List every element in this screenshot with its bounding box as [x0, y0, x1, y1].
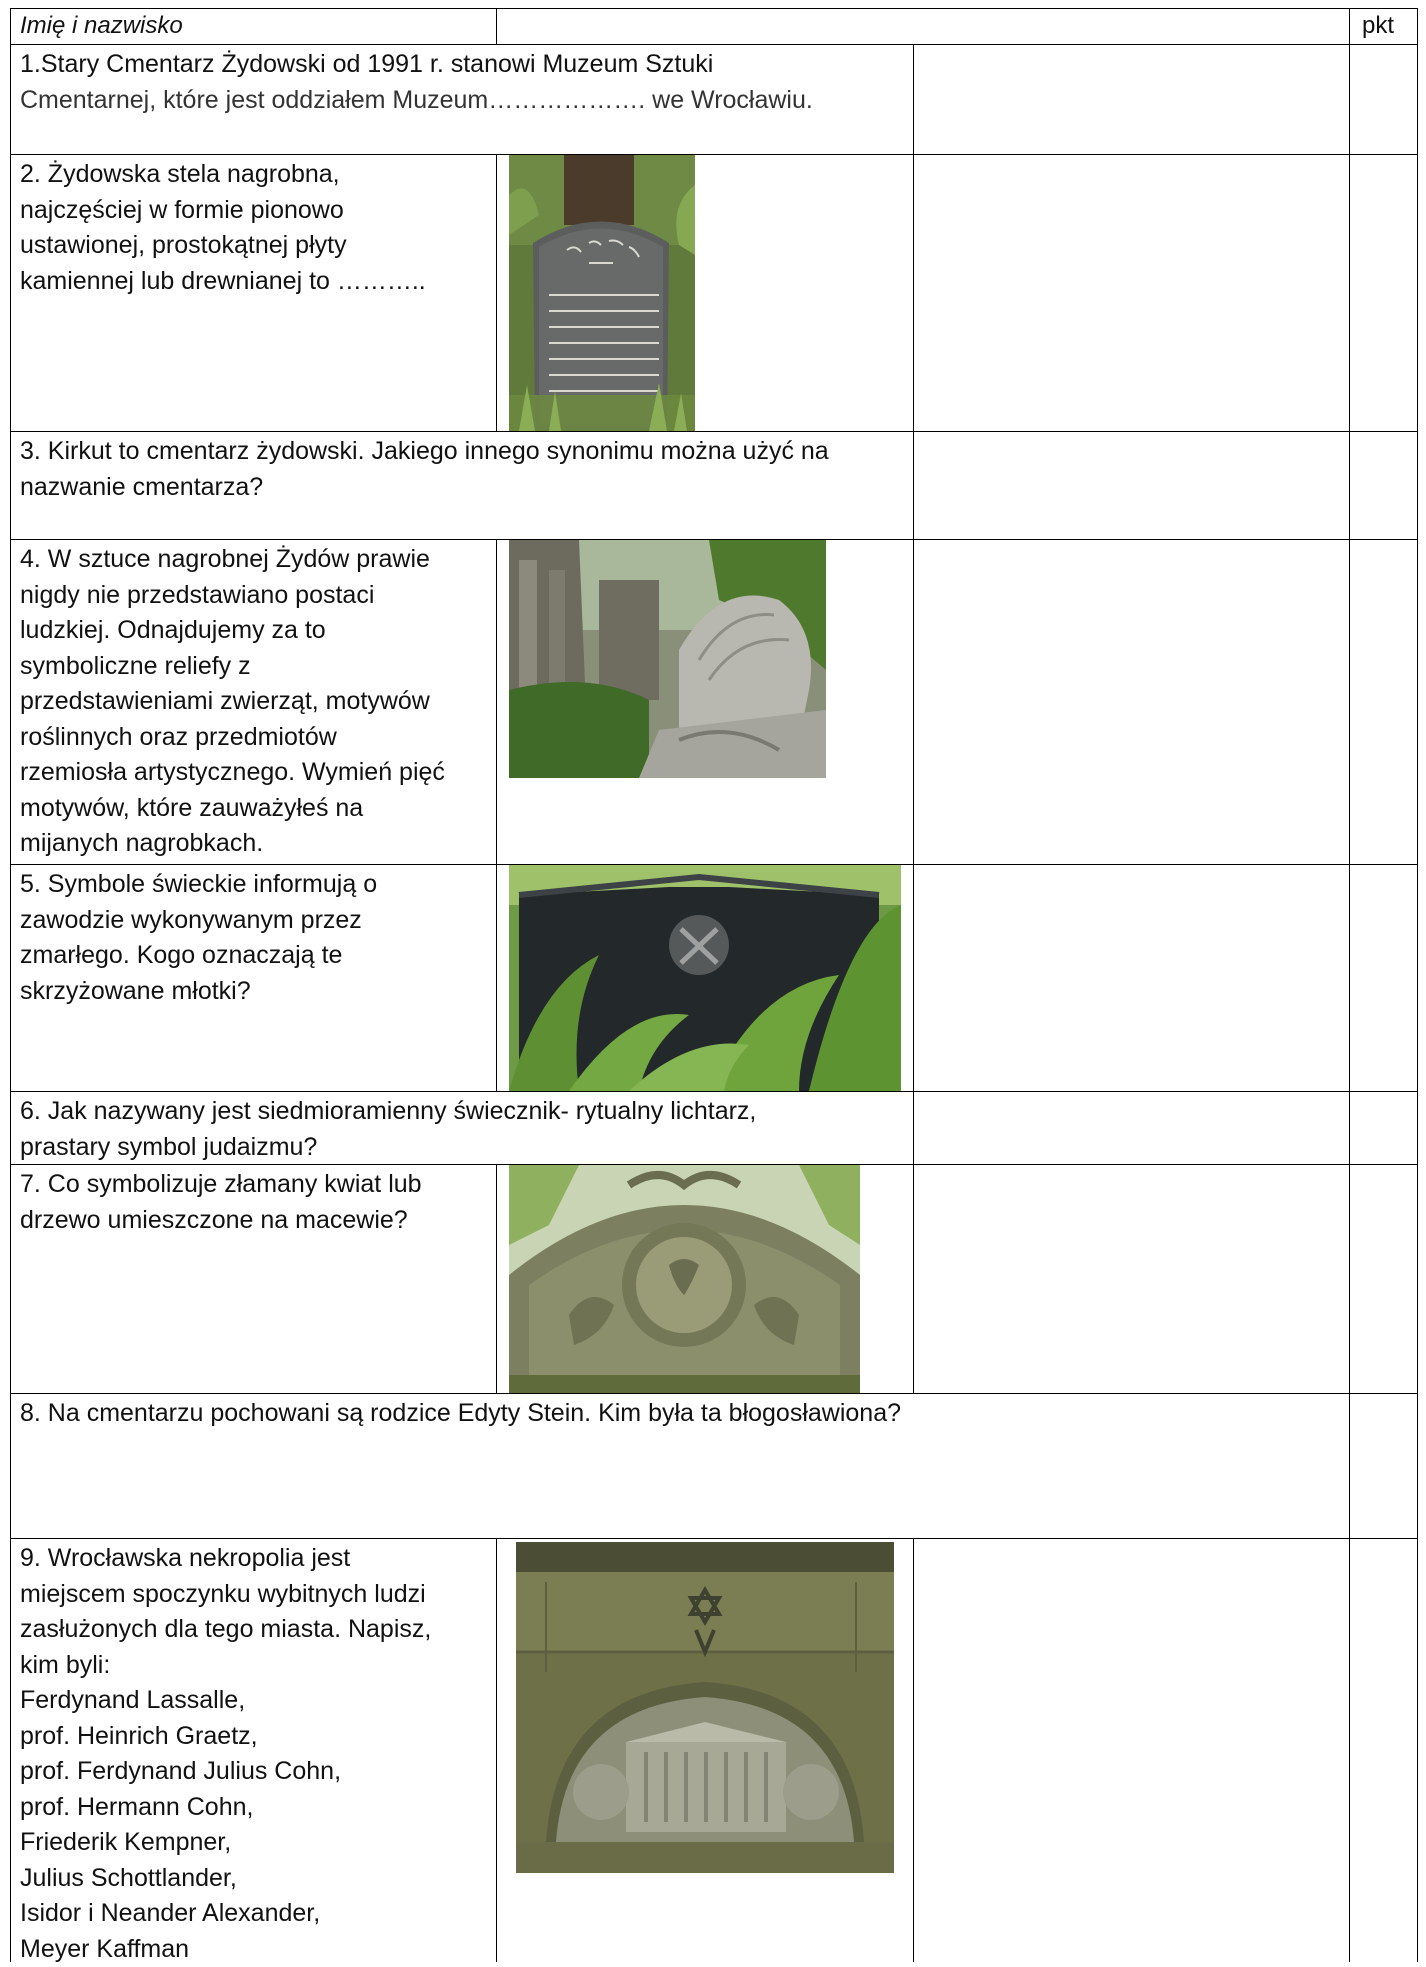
question-6-text [20, 1094, 756, 1165]
question-4-text [20, 542, 445, 862]
crossed-hammers-tombstone-photo-icon [509, 865, 901, 1091]
matzevah-gravestone-photo-icon [509, 155, 695, 431]
question-9-text [20, 1541, 431, 1967]
question-4-line-3: ludzkiej. Odnajdujemy za to [20, 613, 445, 649]
rule [496, 8, 497, 44]
question-9-line-7: prof. Ferdynand Julius Cohn, [20, 1754, 431, 1790]
question-2-line-2: najczęściej w formie pionowo [20, 193, 426, 229]
question-7-line-2: drzewo umieszczone na macewie? [20, 1203, 422, 1239]
question-5-line-3: zmarłego. Kogo oznaczają te [20, 938, 377, 974]
rule [10, 8, 1418, 9]
rule [913, 1538, 914, 1962]
question-6-line-2: prastary symbol judaizmu? [20, 1130, 756, 1166]
question-9-line-11: Isidor i Neander Alexander, [20, 1896, 431, 1932]
name-label: Imię i nazwisko [20, 12, 183, 40]
question-5-line-4: skrzyżowane młotki? [20, 974, 377, 1010]
rule [10, 431, 1418, 432]
question-5-line-1: 5. Symbole świeckie informują o [20, 867, 377, 903]
question-4-line-8: motywów, które zauważyłeś na [20, 791, 445, 827]
points-label: pkt [1362, 12, 1394, 40]
question-4-line-9: mijanych nagrobkach. [20, 826, 445, 862]
question-4-line-5: przedstawieniami zwierząt, motywów [20, 684, 445, 720]
rule [1417, 8, 1418, 1962]
question-4-line-2: nigdy nie przedstawiano postaci [20, 578, 445, 614]
question-5-text [20, 867, 377, 1009]
question-3-line-2: nazwanie cmentarza? [20, 470, 829, 506]
question-5-line-2: zawodzie wykonywanym przez [20, 903, 377, 939]
question-7-line-1: 7. Co symbolizuje złamany kwiat lub [20, 1167, 422, 1203]
question-9-line-1: 9. Wrocławska nekropolia jest [20, 1541, 431, 1577]
question-9-line-12: Meyer Kaffman [20, 1932, 431, 1967]
rule [10, 1538, 1418, 1539]
rule [10, 1091, 1418, 1092]
question-8-text [20, 1396, 901, 1432]
broken-flower-relief-photo-icon [509, 1165, 860, 1393]
rule [496, 539, 497, 1091]
rule [1349, 8, 1350, 1962]
star-of-david-building-relief-photo-icon [516, 1542, 894, 1873]
question-3-line-1: 3. Kirkut to cmentarz żydowski. Jakiego innego synonimu można użyć na [20, 434, 829, 470]
question-1-line-1: 1.Stary Cmentarz Żydowski od 1991 r. stanowi Muzeum Sztuki [20, 47, 813, 83]
rule [10, 154, 1418, 155]
question-9-line-5: Ferdynand Lassalle, [20, 1683, 431, 1719]
question-8-line-1: 8. Na cmentarzu pochowani są rodzice Edyty Stein. Kim była ta błogosławiona? [20, 1396, 901, 1432]
question-9-line-9: Friederik Kempner, [20, 1825, 431, 1861]
question-7-text [20, 1167, 422, 1238]
rule [913, 44, 914, 1393]
question-9-line-4: kim byli: [20, 1648, 431, 1684]
question-4-line-1: 4. W sztuce nagrobnej Żydów prawie [20, 542, 445, 578]
question-9-line-8: prof. Hermann Cohn, [20, 1790, 431, 1826]
question-9-line-3: zasłużonych dla tego miasta. Napisz, [20, 1612, 431, 1648]
question-3-text [20, 434, 829, 505]
question-2-line-1: 2. Żydowska stela nagrobna, [20, 157, 426, 193]
question-4-line-4: symboliczne reliefy z [20, 649, 445, 685]
rule [10, 44, 1418, 45]
question-2-line-3: ustawionej, prostokątnej płyty [20, 228, 426, 264]
question-2-line-4: kamiennej lub drewnianej to ……….. [20, 264, 426, 300]
rule [496, 1538, 497, 1962]
question-1-line-2: Cmentarnej, które jest oddziałem Muzeum………………. we Wrocławiu. [20, 83, 813, 119]
question-9-line-10: Julius Schottlander, [20, 1861, 431, 1897]
rule [10, 8, 11, 1962]
question-9-line-2: miejscem spoczynku wybitnych ludzi [20, 1577, 431, 1613]
rule [496, 1164, 497, 1393]
rule [496, 154, 497, 431]
question-1-text [20, 47, 813, 118]
question-2-text [20, 157, 426, 299]
question-6-line-1: 6. Jak nazywany jest siedmioramienny świecznik- rytualny lichtarz, [20, 1094, 756, 1130]
helmet-relief-tomb-photo-icon [509, 540, 826, 778]
question-4-line-7: rzemiosła artystycznego. Wymień pięć [20, 755, 445, 791]
rule [10, 1393, 1418, 1394]
question-9-line-6: prof. Heinrich Graetz, [20, 1719, 431, 1755]
question-4-line-6: roślinnych oraz przedmiotów [20, 720, 445, 756]
